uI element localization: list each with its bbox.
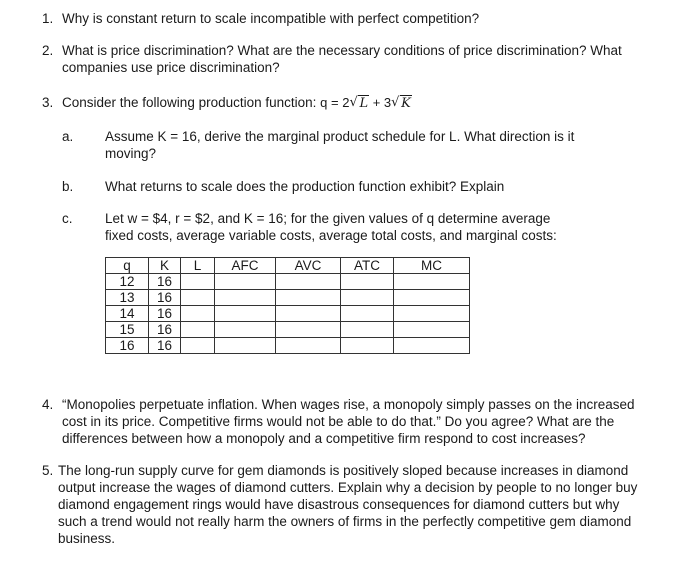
table-cell xyxy=(181,322,215,338)
formula-var-l: L xyxy=(359,96,369,111)
question-5-line-5: business. xyxy=(58,531,116,546)
table-cell: 16 xyxy=(149,274,181,290)
table-cell xyxy=(394,290,470,306)
table-cell xyxy=(394,338,470,354)
question-4-line-2: cost in its price. Competitive firms would not be able to do that.” Do you agree? What are the xyxy=(62,414,615,429)
table-cell xyxy=(181,290,215,306)
cost-table xyxy=(105,257,470,354)
question-1-text: Why is constant return to scale incompatible with perfect competition? xyxy=(62,11,480,26)
table-cell xyxy=(181,338,215,354)
question-1-number: 1. xyxy=(42,11,54,26)
question-3c-line-1: Let w = $4, r = $2, and K = 16; for the given values of q determine average xyxy=(105,211,551,226)
table-row xyxy=(106,338,470,354)
table-cell xyxy=(215,338,276,354)
question-3-text xyxy=(62,94,412,112)
table-row xyxy=(106,306,470,322)
table-cell xyxy=(394,274,470,290)
question-5-line-2: output increase the wages of diamond cutters. Explain why a decision by people to no longer buy xyxy=(58,480,638,495)
question-3a-line-1: Assume K = 16, derive the marginal product schedule for L. What direction is it xyxy=(105,129,575,144)
question-5-line-4: such a trend would not really harm the owners of firms in the perfectly competitive gem diamond xyxy=(58,514,632,529)
sqrt-icon xyxy=(349,95,369,112)
table-cell xyxy=(215,306,276,322)
table-header-afc: AFC xyxy=(215,258,276,274)
question-2-line-1: What is price discrimination? What are the necessary conditions of price discrimination? What xyxy=(62,43,622,58)
question-5-line-1: The long-run supply curve for gem diamonds is positively sloped because increases in diamond xyxy=(58,463,629,478)
table-cell xyxy=(181,274,215,290)
table-cell xyxy=(276,274,341,290)
table-cell: 12 xyxy=(106,274,149,290)
table-cell xyxy=(394,306,470,322)
question-3b-text: What returns to scale does the production function exhibit? Explain xyxy=(105,179,505,194)
table-header-k: K xyxy=(149,258,181,274)
question-5-number: 5. xyxy=(42,463,54,478)
table-header-row xyxy=(106,258,470,274)
table-cell xyxy=(341,274,394,290)
sqrt-icon xyxy=(391,95,412,112)
table-cell: 16 xyxy=(106,338,149,354)
question-3b-label: b. xyxy=(62,179,74,194)
table-cell xyxy=(341,338,394,354)
question-3-number: 3. xyxy=(42,95,54,110)
table-cell: 15 xyxy=(106,322,149,338)
table-cell xyxy=(276,290,341,306)
formula-plus: + 3 xyxy=(369,95,392,110)
table-row xyxy=(106,322,470,338)
table-cell xyxy=(341,306,394,322)
question-5-line-3: diamond engagement rings would have disastrous consequences for diamond cutters but why xyxy=(58,497,620,512)
table-cell: 16 xyxy=(149,290,181,306)
table-header-atc: ATC xyxy=(341,258,394,274)
question-3c-line-2: fixed costs, average variable costs, average total costs, and marginal costs: xyxy=(105,228,557,243)
table-header-avc: AVC xyxy=(276,258,341,274)
question-2-number: 2. xyxy=(42,43,54,58)
table-cell xyxy=(276,306,341,322)
table-cell xyxy=(276,338,341,354)
table-cell xyxy=(215,322,276,338)
table-row xyxy=(106,274,470,290)
question-3a-label: a. xyxy=(62,129,74,144)
table-cell xyxy=(181,306,215,322)
formula-var-k: K xyxy=(401,96,411,111)
table-cell: 16 xyxy=(149,338,181,354)
question-3c-label: c. xyxy=(62,211,73,226)
table-header-l: L xyxy=(181,258,215,274)
table-cell: 14 xyxy=(106,306,149,322)
table-cell xyxy=(341,290,394,306)
production-function-formula xyxy=(320,96,412,111)
table-row xyxy=(106,290,470,306)
question-4-line-1: “Monopolies perpetuate inflation. When wages rise, a monopoly simply passes on the increased xyxy=(62,397,635,412)
formula-lhs: q = 2 xyxy=(320,95,350,110)
table-cell xyxy=(276,322,341,338)
table-cell: 16 xyxy=(149,322,181,338)
table-cell xyxy=(215,274,276,290)
table-header-mc: MC xyxy=(394,258,470,274)
question-3-intro: Consider the following production function: xyxy=(62,95,317,110)
table-cell xyxy=(394,322,470,338)
table-cell xyxy=(215,290,276,306)
question-2-line-2: companies use price discrimination? xyxy=(62,60,280,75)
question-3a-line-2: moving? xyxy=(105,146,157,161)
table-cell: 16 xyxy=(149,306,181,322)
question-4-line-3: differences between how a monopoly and a competitive firm respond to cost increases? xyxy=(62,431,586,446)
table-cell xyxy=(341,322,394,338)
question-4-number: 4. xyxy=(42,397,54,412)
table-header-q: q xyxy=(106,258,149,274)
table-cell: 13 xyxy=(106,290,149,306)
